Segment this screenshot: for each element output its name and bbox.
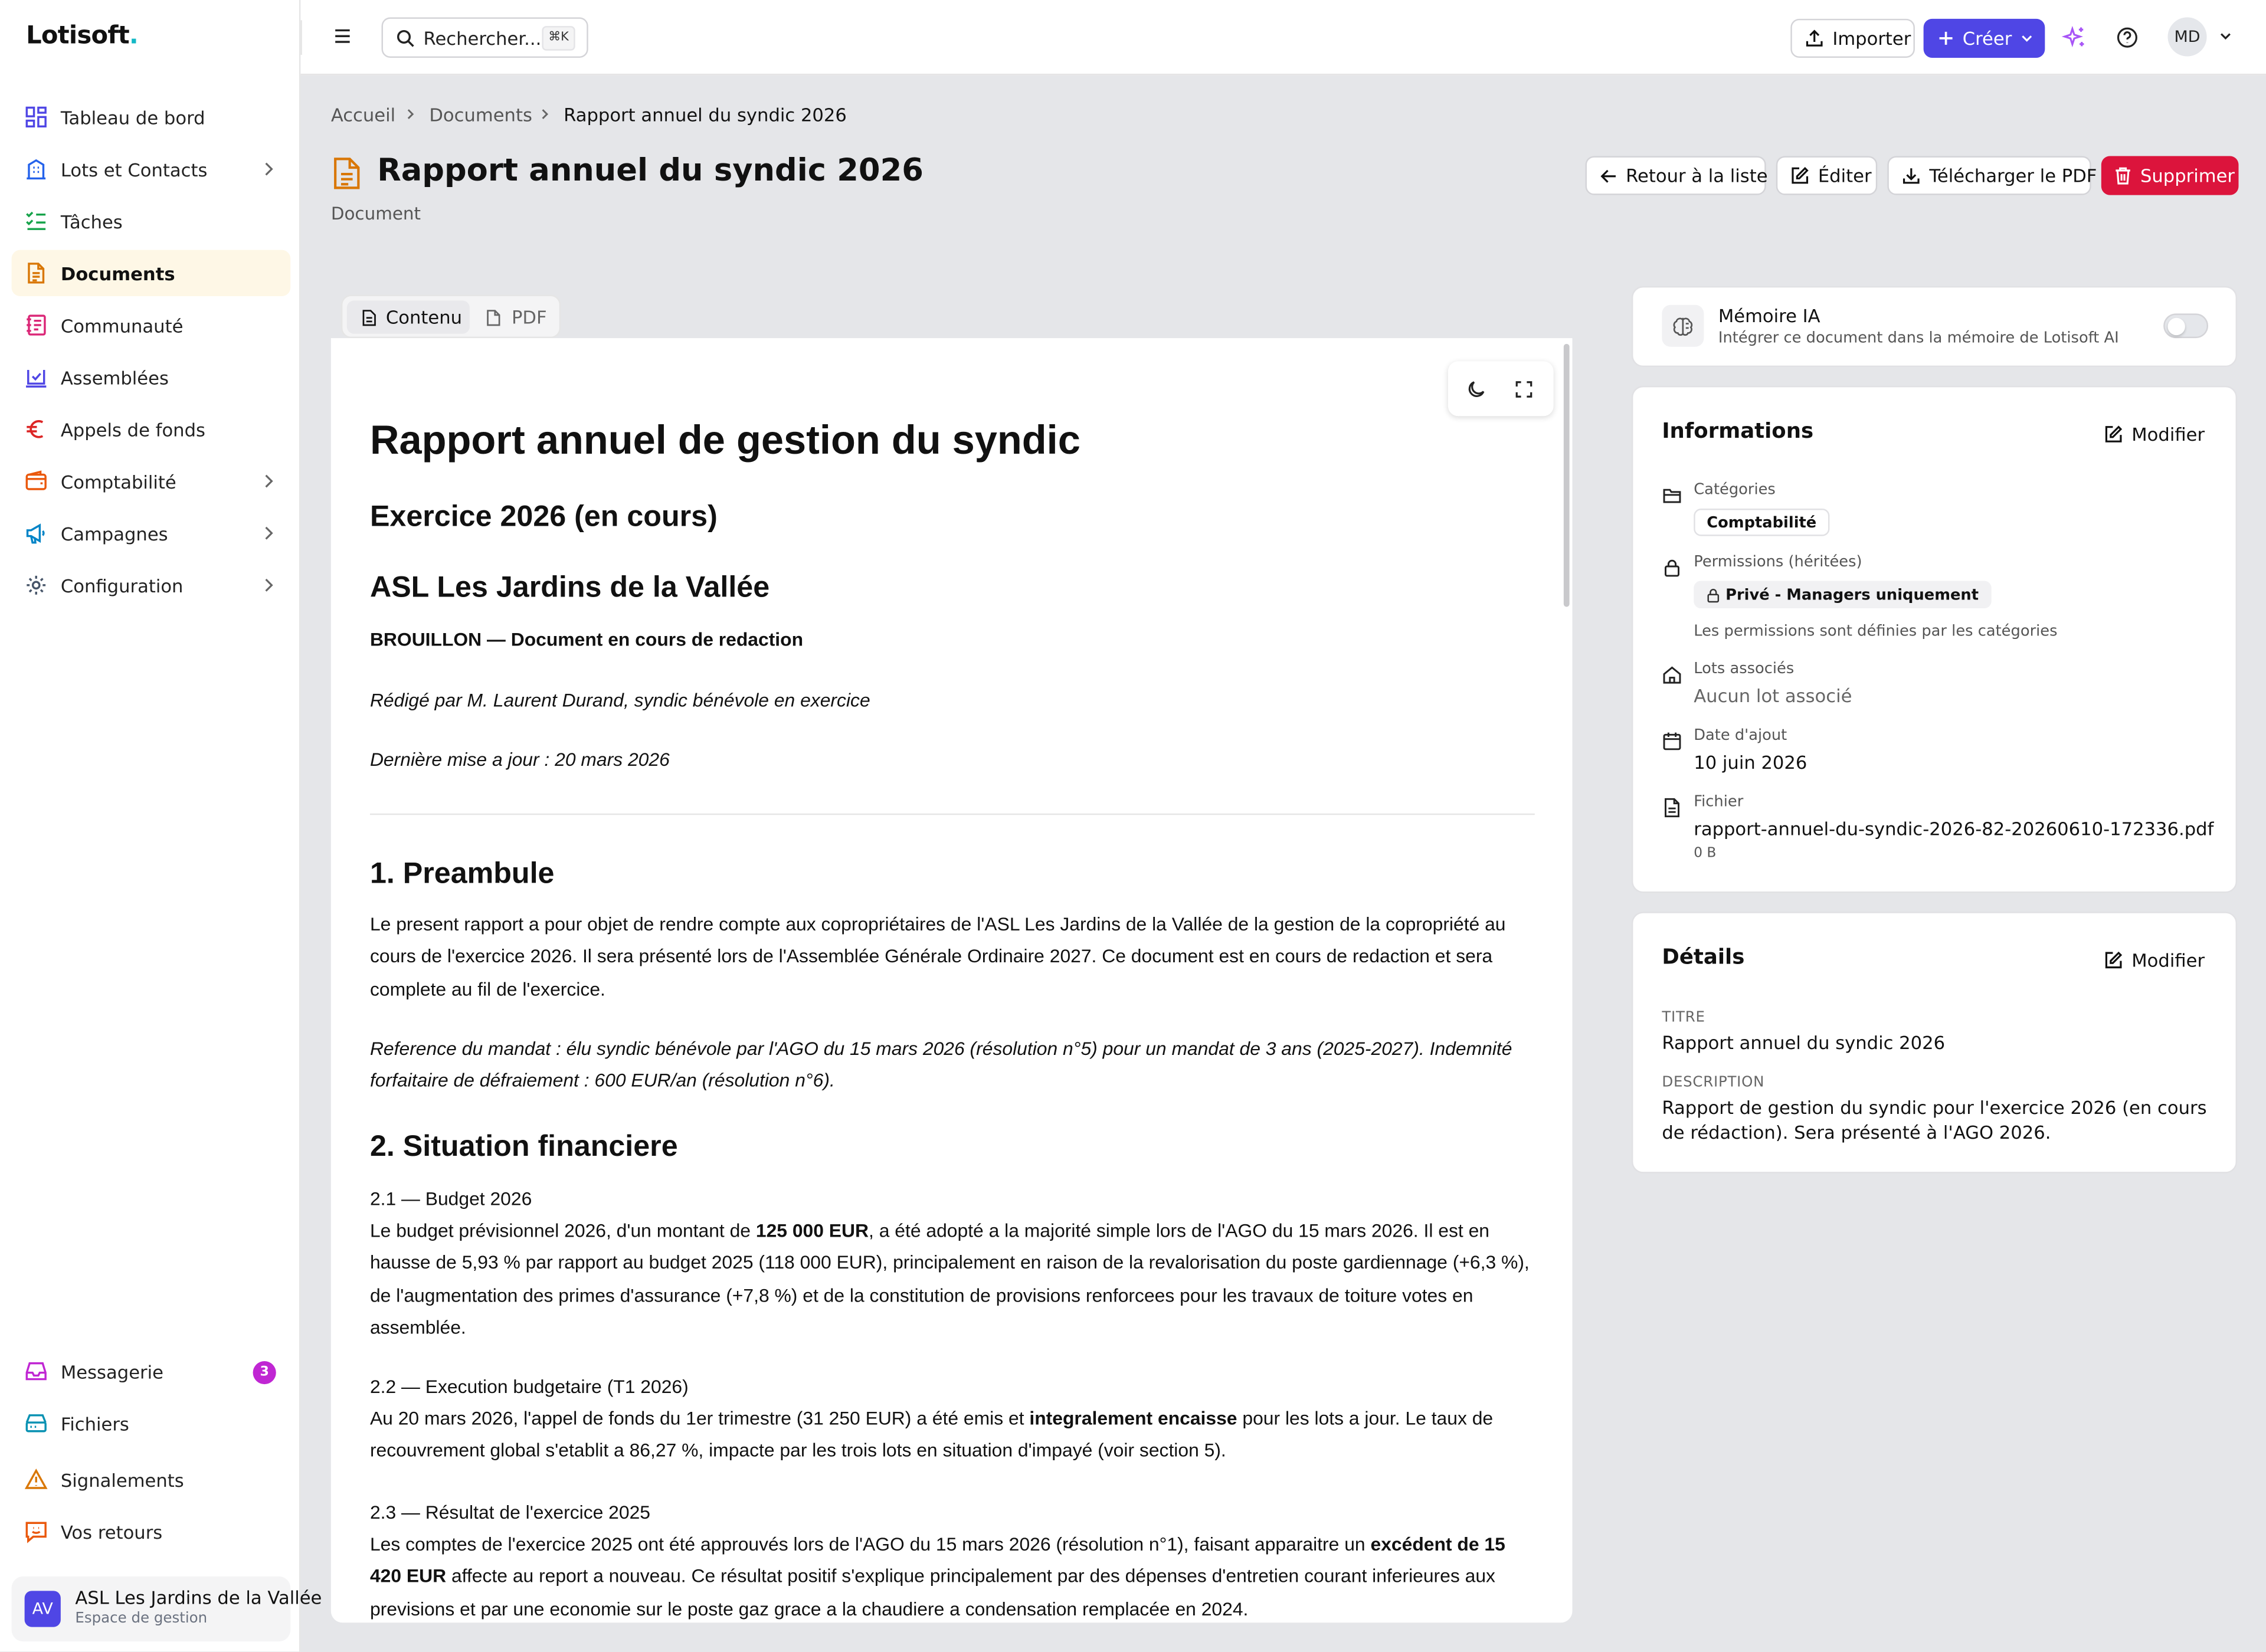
fullscreen-icon[interactable]	[1515, 380, 1534, 399]
sidebar-item-accounting[interactable]	[12, 458, 291, 504]
permissions-note: Les permissions sont définies par les catégories	[1694, 622, 2058, 640]
file-size: 0 B	[1694, 845, 1717, 861]
document-icon	[331, 156, 363, 191]
permission-chip	[1694, 581, 1992, 608]
doc-section-title: 2. Situation financiere	[369, 1130, 678, 1163]
chevron-right-icon	[261, 525, 276, 542]
document-icon	[361, 309, 377, 326]
sidebar-item-campaigns[interactable]	[12, 510, 291, 556]
chevron-right-icon	[405, 106, 417, 123]
detail-description-value: Rapport de gestion du syndic pour l'exercice 2026 (en cours de rédaction). Sera présenté à l'AGO 2026.	[1662, 1096, 2207, 1142]
sidebar-item-label: Campagnes	[60, 522, 168, 545]
download-pdf-button[interactable]	[1887, 156, 2097, 195]
detail-title-label: TITRE	[1662, 1009, 1705, 1026]
tab-pdf-label: PDF	[511, 306, 547, 328]
delete-button[interactable]	[2101, 156, 2239, 195]
document-viewer[interactable]	[331, 338, 1573, 1622]
viewer-toolbar	[1448, 361, 1554, 416]
home-icon	[1662, 665, 1682, 685]
informations-card	[1632, 386, 2237, 893]
chevron-down-icon[interactable]	[2218, 28, 2232, 45]
file-name-link[interactable]: rapport-annuel-du-syndic-2026-82-20260610-172336.pdf	[1694, 818, 2214, 840]
search-icon	[396, 29, 415, 48]
doc-subsection-title: 2.3 — Résultat de l'exercice 2025	[369, 1501, 651, 1523]
sidebar-item-community[interactable]	[12, 302, 291, 348]
download-icon	[1902, 166, 1921, 185]
upload-icon	[1805, 29, 1824, 48]
doc-heading-2: ASL Les Jardins de la Vallée	[369, 571, 770, 604]
doc-heading-1: Rapport annuel de gestion du syndic	[369, 417, 1080, 463]
chevron-right-icon	[261, 576, 276, 594]
sidebar-item-documents[interactable]	[12, 250, 291, 296]
edit-button[interactable]	[1776, 156, 1877, 195]
import-button[interactable]	[1790, 19, 1915, 58]
workspace-switcher[interactable]	[12, 1576, 322, 1641]
doc-paragraph: Reference du mandat : élu syndic bénévole par l'AGO du 15 mars 2026 (résolution n°5) pour un mandat de 3 ans (2025-2027). Indemnité forfaitaire de défraiement : 600 EUR/an (résolution n°6).	[369, 1037, 1512, 1092]
sidebar-item-label: Communauté	[60, 314, 184, 336]
doc-updated: Dernière mise a jour : 20 mars 2026	[369, 748, 670, 771]
search-shortcut: ⌘K	[542, 26, 575, 51]
download-label: Télécharger le PDF	[1929, 165, 2097, 186]
feedback-icon	[25, 1520, 48, 1543]
drive-icon	[25, 1412, 48, 1435]
sidebar-item-fund-calls[interactable]	[12, 406, 291, 452]
euro-icon	[25, 418, 48, 441]
modify-label: Modifier	[2131, 949, 2205, 971]
card-title: Informations	[1662, 420, 1814, 444]
ai-memory-card	[1632, 286, 2237, 367]
categories-label: Catégories	[1694, 481, 1776, 499]
inbox-icon	[25, 1360, 48, 1383]
app-logo[interactable]: Lotisoft.	[26, 21, 139, 51]
tab-content[interactable]	[347, 300, 470, 333]
delete-label: Supprimer	[2140, 165, 2235, 186]
community-icon	[25, 313, 48, 336]
search-placeholder: Rechercher...	[423, 27, 542, 50]
breadcrumb-home[interactable]: Accueil	[330, 104, 396, 126]
sidebar-item-messages[interactable]	[12, 1348, 291, 1394]
file-icon	[486, 309, 502, 326]
chevron-right-icon	[261, 160, 276, 178]
ai-memory-description: Intégrer ce document dans la mémoire de Lotisoft AI	[1718, 329, 2119, 347]
create-button[interactable]	[1924, 19, 2045, 58]
sidebar-item-label: Assemblées	[60, 366, 169, 388]
unread-badge: 3	[253, 1361, 276, 1384]
workspace-subtitle: Espace de gestion	[75, 1611, 208, 1627]
date-label: Date d'ajout	[1694, 726, 1787, 745]
sidebar-item-lots-contacts[interactable]	[12, 146, 291, 192]
page-title: Rapport annuel du syndic 2026	[377, 153, 924, 189]
edit-label: Éditer	[1818, 165, 1872, 186]
edit-icon	[2104, 425, 2123, 444]
tab-pdf[interactable]	[474, 300, 555, 333]
doc-paragraph: Les comptes de l'exercice 2025 ont été approuvés lors de l'AGO du 15 mars 2026 (résolution n°1), faisant apparaitre un excédent de 15 420 EUR affecte au report a nouveau. Ce résultat positif s'explique principalement par des dépenses d'entretien courant inferieures aux previsions et par une economie sur le poste gaz grace a la chaudiere a condensation remplacée en 2024.	[369, 1533, 1505, 1620]
brain-icon	[1662, 305, 1704, 347]
import-label: Importer	[1832, 27, 1911, 50]
ai-memory-title: Mémoire IA	[1718, 304, 1820, 327]
workspace-avatar: AV	[25, 1591, 61, 1627]
help-icon[interactable]	[2116, 26, 2139, 49]
modify-info-button[interactable]	[2104, 424, 2205, 445]
assembly-icon	[25, 366, 48, 389]
permissions-label: Permissions (héritées)	[1694, 553, 1862, 571]
moon-icon[interactable]	[1467, 380, 1486, 399]
category-chip[interactable]: Comptabilité	[1694, 509, 1829, 536]
file-icon	[1662, 798, 1682, 818]
lots-value: Aucun lot associé	[1694, 684, 1852, 707]
create-label: Créer	[1962, 27, 2012, 50]
doc-paragraph: Le budget prévisionnel 2026, d'un montant de 125 000 EUR, a été adopté a la majorité simple lors de l'AGO du 15 mars 2026. Il est en hausse de 5,93 % par rapport au budget 2025 (118 000 EUR), principalement en raison de la revalorisation du poste gardiennage (+6,3 %), de l'augmentation des primes d'assurance (+7,8 %) et de la constitution de provisions renforcees pour les travaux de toiture votes en assemblée.	[369, 1219, 1530, 1338]
scrollbar[interactable]	[1564, 344, 1570, 607]
sidebar-item-label: Documents	[60, 262, 175, 284]
sidebar-item-reports[interactable]	[12, 1457, 291, 1503]
workspace-name: ASL Les Jardins de la Vallée	[75, 1587, 322, 1608]
building-icon	[25, 158, 48, 181]
details-card	[1632, 912, 2237, 1173]
user-avatar[interactable]: MD	[2167, 17, 2206, 56]
back-label: Retour à la liste	[1626, 165, 1768, 186]
page-subtitle: Document	[330, 204, 421, 224]
doc-section-title: 1. Preambule	[369, 857, 555, 890]
wallet-icon	[25, 470, 48, 493]
plus-icon	[1938, 30, 1954, 46]
breadcrumb-documents[interactable]: Documents	[429, 104, 532, 126]
edit-icon	[2104, 950, 2123, 969]
lots-label: Lots associés	[1694, 660, 1795, 678]
sidebar-item-label: Fichiers	[60, 1412, 129, 1434]
sidebar-item-label: Comptabilité	[60, 470, 176, 492]
ai-memory-toggle[interactable]	[2163, 313, 2208, 338]
divider	[370, 814, 1535, 815]
sidebar-item-configuration[interactable]	[12, 562, 291, 608]
divider	[300, 20, 302, 55]
sidebar-item-label: Tâches	[60, 210, 123, 232]
chevron-right-icon	[539, 106, 551, 123]
doc-heading-2: Exercice 2026 (en cours)	[369, 500, 718, 533]
doc-author: Rédigé par M. Laurent Durand, syndic bénévole en exercice	[369, 689, 870, 711]
sidebar-item-label: Messagerie	[60, 1360, 163, 1382]
tab-content-label: Contenu	[385, 306, 463, 328]
modify-label: Modifier	[2131, 423, 2205, 445]
sidebar-item-feedback[interactable]	[12, 1509, 291, 1555]
doc-paragraph: Au 20 mars 2026, l'appel de fonds du 1er trimestre (31 250 EUR) a été emis et integralement encaisse pour les lots a jour. Le taux de recouvrement global s'etablit a 86,27 %, impacte par les trois lots en situation d'impayé (voir section 5).	[369, 1407, 1494, 1461]
search-input[interactable]	[382, 17, 588, 58]
topbar	[300, 0, 2266, 75]
sidebar-item-label: Configuration	[60, 574, 184, 596]
sidebar	[0, 0, 322, 1651]
doc-subsection-title: 2.2 — Execution budgetaire (T1 2026)	[369, 1375, 689, 1398]
sidebar-item-assemblies[interactable]	[12, 354, 291, 400]
sidebar-item-label: Lots et Contacts	[60, 158, 208, 180]
doc-paragraph: Le present rapport a pour objet de rendre compte aux copropriétaires de l'ASL Les Jardins de la Vallée de la gestion de la copropriété au cours de l'exercice 2026. Il sera présenté lors de l'Assemblée Générale Ordinaire 2027. Ce document est en cours de redaction et sera complete au fil de l'exercice.	[369, 913, 1506, 999]
sidebar-item-label: Signalements	[60, 1469, 184, 1491]
back-to-list-button[interactable]	[1586, 156, 1766, 195]
sidebar-item-tasks[interactable]	[12, 198, 291, 244]
edit-icon	[1790, 166, 1809, 185]
card-title: Détails	[1662, 946, 1745, 970]
warning-icon	[25, 1468, 48, 1491]
modify-details-button[interactable]	[2104, 949, 2205, 971]
view-tabs	[341, 295, 561, 338]
trash-icon	[2114, 166, 2131, 185]
dashboard-icon	[25, 106, 48, 129]
file-label: Fichier	[1694, 793, 1744, 811]
lock-icon	[1662, 558, 1682, 578]
calendar-icon	[1662, 731, 1682, 751]
sidebar-item-files[interactable]	[12, 1400, 291, 1446]
sidebar-item-label: Tableau de bord	[60, 106, 205, 128]
breadcrumb-current: Rapport annuel du syndic 2026	[564, 104, 847, 126]
permission-value: Privé - Managers uniquement	[1725, 586, 1979, 604]
detail-description-label: DESCRIPTION	[1662, 1075, 1765, 1091]
chevron-right-icon	[261, 473, 276, 490]
sidebar-item-dashboard[interactable]	[12, 94, 291, 140]
doc-subsection-title: 2.1 — Budget 2026	[369, 1188, 532, 1210]
sparkles-icon[interactable]	[2064, 26, 2087, 49]
menu-icon[interactable]	[332, 25, 352, 48]
sidebar-item-label: Vos retours	[60, 1520, 163, 1543]
doc-draft-notice: BROUILLON — Document en cours de redaction	[369, 628, 804, 651]
megaphone-icon	[25, 522, 48, 545]
folder-icon	[1662, 486, 1682, 506]
arrow-left-icon	[1600, 167, 1617, 184]
gear-icon	[25, 573, 48, 596]
tasks-icon	[25, 209, 48, 232]
lock-icon	[1707, 588, 1720, 602]
sidebar-item-label: Appels de fonds	[60, 418, 205, 440]
detail-title-value: Rapport annuel du syndic 2026	[1662, 1031, 1946, 1054]
chevron-down-icon	[2021, 32, 2033, 45]
date-value: 10 juin 2026	[1694, 751, 1807, 773]
document-icon	[25, 261, 48, 284]
